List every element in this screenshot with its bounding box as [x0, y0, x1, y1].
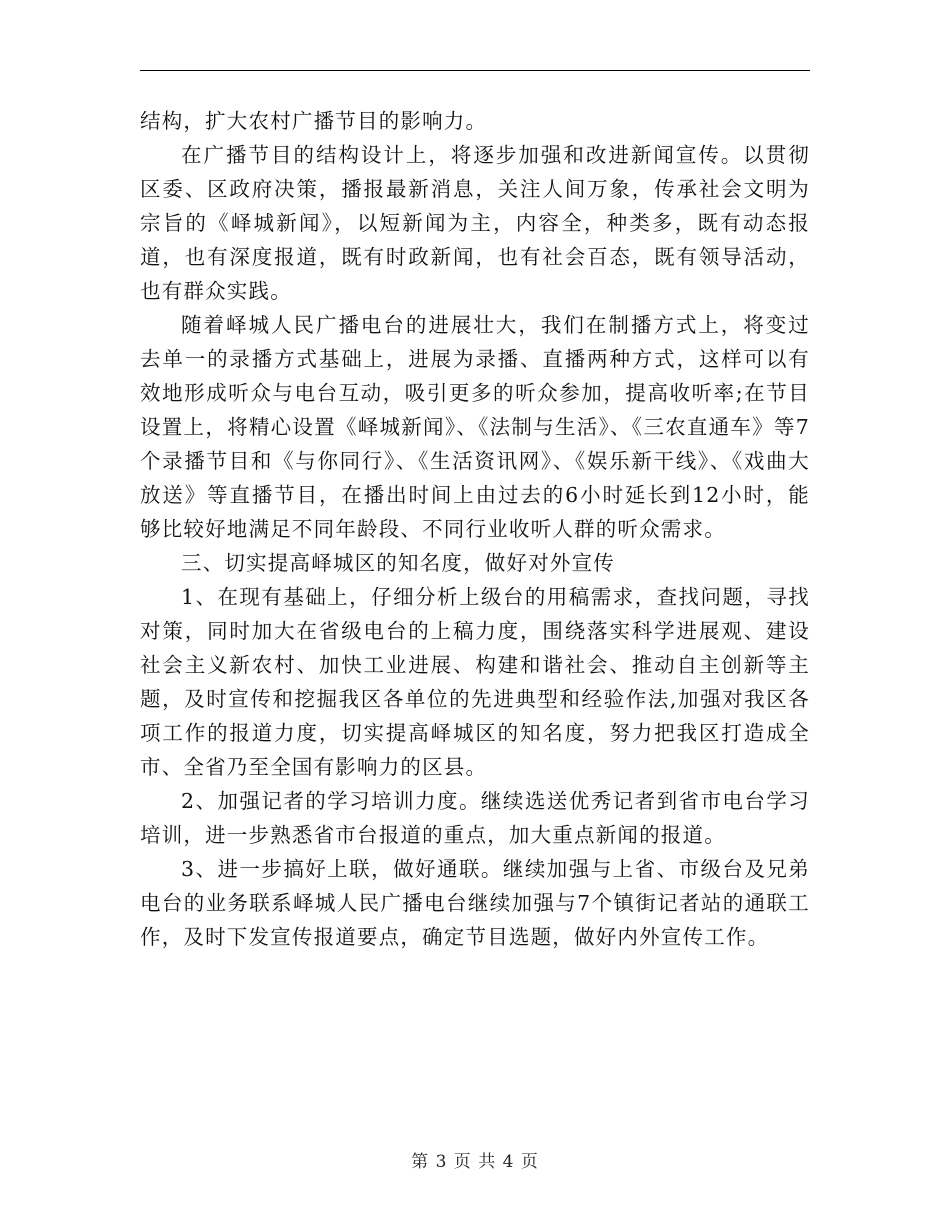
section-heading: 三、切实提高峄城区的知名度，做好对外宣传 [181, 551, 615, 575]
paragraph-1: 结构，扩大农村广播节目的影响力。 [140, 109, 488, 133]
document-body [140, 104, 810, 954]
page-number: 第 3 页 共 4 页 [411, 1152, 539, 1172]
header-rule [140, 70, 810, 71]
paragraph-item-1: 1、在现有基础上，仔细分析上级台的用稿需求，查找问题，寻找对策，同时加大在省级电台的上稿力度，围绕落实科学进展观、建设社会主义新农村、加快工业进展、构建和谐社会、推动自主创新等主题，及时宣传和挖掘我区各单位的先进典型和经验作法,加强对我区各项工作的报道力度，切实提高峄城区的知名度，努力把我区打造成全市、全省乃至全国有影响力的区县。 [140, 585, 810, 779]
paragraph-item-3: 3、进一步搞好上联，做好通联。继续加强与上省、市级台及兄弟电台的业务联系峄城人民广播电台继续加强与7个镇街记者站的通联工作，及时下发宣传报道要点，确定节目选题，做好内外宣传工作。 [140, 857, 810, 949]
paragraph-3: 随着峄城人民广播电台的进展壮大，我们在制播方式上，将变过去单一的录播方式基础上，进展为录播、直播两种方式，这样可以有效地形成听众与电台互动，吸引更多的听众参加，提高收听率;在节目设置上，将精心设置《峄城新闻》、《法制与生活》、《三农直通车》等7个录播节目和《与你同行》、《生活资讯网》、《娱乐新干线》、《戏曲大放送》等直播节目，在播出时间上由过去的6小时延长到12小时，能够比较好地满足不同年龄段、不同行业收听人群的听众需求。 [140, 313, 810, 541]
paragraph-2: 在广播节目的结构设计上，将逐步加强和改进新闻宣传。以贯彻区委、区政府决策，播报最新消息，关注人间万象，传承社会文明为宗旨的《峄城新闻》，以短新闻为主，内容全，种类多，既有动态报道，也有深度报道，既有时政新闻，也有社会百态，既有领导活动，也有群众实践。 [140, 143, 810, 303]
paragraph-item-2: 2、加强记者的学习培训力度。继续选送优秀记者到省市电台学习培训，进一步熟悉省市台报道的重点，加大重点新闻的报道。 [140, 789, 810, 847]
